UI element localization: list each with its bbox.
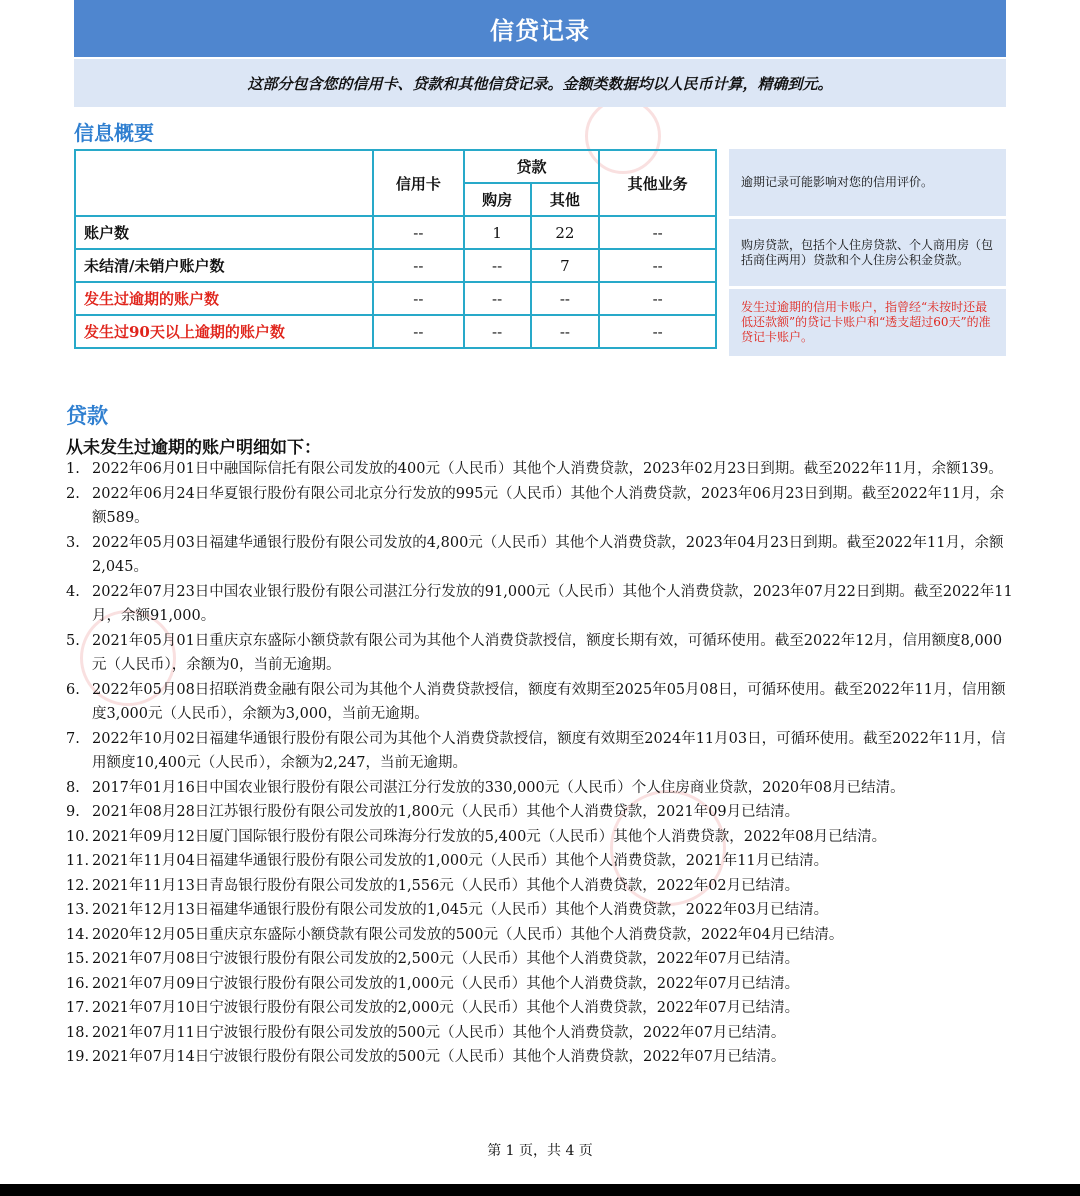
item-text: 2021年08月28日江苏银行股份有限公司发放的1,800元（人民币）其他个人消费贷款，2021年09月已结清。 [92,804,800,820]
cell-credit-card: -- [373,216,464,249]
notice-text: 这部分包含您的信用卡、贷款和其他信贷记录。金额类数据均以人民币计算，精确到元。 [74,59,1006,107]
loan-records-list [66,457,1016,1070]
list-item [66,629,1016,678]
summary-section-title: 信息概要 [74,121,154,145]
list-item [66,947,1016,972]
item-number: 10. [66,828,90,845]
cell-house: -- [464,249,531,282]
list-item [66,849,1016,874]
list-item [66,727,1016,776]
item-number: 13. [66,902,90,918]
item-text: 2021年11月13日青岛银行股份有限公司发放的1,556元（人民币）其他个人消费贷款，2022年02月已结清。 [92,877,800,894]
col-header-credit-card: 信用卡 [373,150,464,216]
item-number: 15. [66,951,90,967]
summary-table [74,149,717,349]
cell-house: -- [464,282,531,315]
item-text: 2021年07月10日宁波银行股份有限公司发放的2,000元（人民币）其他个人消费贷款，2022年07月已结清。 [92,1000,800,1016]
summary-notes [729,149,1006,359]
table-corner-cell [75,150,373,216]
table-row [75,216,716,249]
item-text: 2022年05月03日福建华通银行股份有限公司发放的4,800元（人民币）其他个人消费贷款，2023年04月23日到期。截至2022年11月，余额2,045。 [92,534,1004,575]
col-header-loan: 贷款 [464,150,600,183]
item-number: 12. [66,877,90,894]
page-number: 第 1 页，共 4 页 [487,1143,593,1159]
item-text: 2022年10月02日福建华通银行股份有限公司为其他个人消费贷款授信，额度有效期至2024年11月03日，可循环使用。截至2022年11月，信用额度10,400元（人民币），余额为2,247，当前无逾期。 [92,730,1006,771]
table-row [75,249,716,282]
list-item [66,1045,1016,1070]
note-overdue-card: 发生过逾期的信用卡账户，指曾经“未按时还最低还款额”的贷记卡账户和“透支超过60天”的准贷记卡账户。 [729,289,1006,356]
item-text: 2017年01月16日中国农业银行股份有限公司湛江分行发放的330,000元（人民币）个人住房商业贷款，2020年08月已结清。 [92,779,905,796]
row-label: 发生过逾期的账户数 [75,282,373,315]
col-header-other-business: 其他业务 [599,150,716,216]
list-item [66,1021,1016,1046]
item-text: 2022年06月01日中融国际信托有限公司发放的400元（人民币）其他个人消费贷款，2023年02月23日到期。截至2022年11月，余额139。 [92,461,1003,477]
item-text: 2021年12月13日福建华通银行股份有限公司发放的1,045元（人民币）其他个人消费贷款，2022年03月已结清。 [92,902,829,918]
list-item [66,580,1016,629]
item-text: 2020年12月05日重庆京东盛际小额贷款有限公司发放的500元（人民币）其他个人消费贷款，2022年04月已结清。 [92,926,844,943]
item-text: 2021年05月01日重庆京东盛际小额贷款有限公司为其他个人消费贷款授信，额度长期有效，可循环使用。截至2022年12月，信用额度8,000元（人民币），余额为0，当前无逾期。 [92,632,1003,673]
cell-house: -- [464,315,531,348]
row-label: 账户数 [75,216,373,249]
list-item [66,972,1016,997]
loans-subtitle: 从未发生过逾期的账户明细如下： [66,438,321,458]
list-item [66,825,1016,850]
page-title: 信贷记录 [74,0,1006,57]
table-row [75,282,716,315]
item-number: 9. [66,804,80,820]
item-number: 17. [66,1000,90,1016]
cell-credit-card: -- [373,249,464,282]
item-text: 2021年07月08日宁波银行股份有限公司发放的2,500元（人民币）其他个人消费贷款，2022年07月已结清。 [92,951,800,967]
note-overdue: 逾期记录可能影响对您的信用评价。 [729,149,1006,216]
cell-other: -- [531,315,600,348]
item-number: 18. [66,1024,90,1041]
list-item [66,482,1016,531]
row-label: 发生过90天以上逾期的账户数 [75,315,373,348]
list-item [66,457,1016,482]
cell-credit-card: -- [373,282,464,315]
item-number: 19. [66,1049,90,1065]
table-row [75,315,716,348]
cell-other: 22 [531,216,600,249]
item-number: 14. [66,926,90,943]
item-text: 2021年09月12日厦门国际银行股份有限公司珠海分行发放的5,400元（人民币）其他个人消费贷款，2022年08月已结清。 [92,828,887,845]
loans-section-title: 贷款 [66,404,108,428]
list-item [66,800,1016,825]
list-item [66,898,1016,923]
list-item [66,531,1016,580]
item-number: 7. [66,730,80,747]
item-number: 11. [66,853,90,869]
cell-other: 7 [531,249,600,282]
item-number: 2. [66,485,80,502]
cell-other-business: -- [599,249,716,282]
note-house-loan: 购房贷款，包括个人住房贷款、个人商用房（包括商住两用）贷款和个人住房公积金贷款。 [729,219,1006,286]
list-item [66,874,1016,899]
row-label: 未结清/未销户账户数 [75,249,373,282]
item-number: 16. [66,975,90,992]
cell-other-business: -- [599,216,716,249]
list-item [66,923,1016,948]
item-text: 2022年05月08日招联消费金融有限公司为其他个人消费贷款授信，额度有效期至2025年05月08日，可循环使用。截至2022年11月，信用额度3,000元（人民币），余额为3,000，当前无逾期。 [92,681,1006,722]
bottom-bar [0,1184,1080,1196]
item-text: 2021年11月04日福建华通银行股份有限公司发放的1,000元（人民币）其他个人消费贷款，2021年11月已结清。 [92,853,829,869]
item-number: 1. [66,461,80,477]
cell-house: 1 [464,216,531,249]
col-header-other: 其他 [531,183,600,216]
item-text: 2021年07月14日宁波银行股份有限公司发放的500元（人民币）其他个人消费贷款，2022年07月已结清。 [92,1049,786,1065]
list-item [66,678,1016,727]
list-item [66,996,1016,1021]
col-header-house: 购房 [464,183,531,216]
cell-other-business: -- [599,315,716,348]
cell-credit-card: -- [373,315,464,348]
item-number: 4. [66,583,80,600]
cell-other: -- [531,282,600,315]
cell-other-business: -- [599,282,716,315]
item-text: 2021年07月09日宁波银行股份有限公司发放的1,000元（人民币）其他个人消费贷款，2022年07月已结清。 [92,975,800,992]
item-number: 8. [66,779,80,796]
item-number: 6. [66,681,80,698]
item-number: 3. [66,534,80,551]
item-text: 2022年06月24日华夏银行股份有限公司北京分行发放的995元（人民币）其他个人消费贷款，2023年06月23日到期。截至2022年11月，余额589。 [92,485,1005,526]
item-text: 2021年07月11日宁波银行股份有限公司发放的500元（人民币）其他个人消费贷款，2022年07月已结清。 [92,1024,786,1041]
item-text: 2022年07月23日中国农业银行股份有限公司湛江分行发放的91,000元（人民币）其他个人消费贷款，2023年07月22日到期。截至2022年11月，余额91,000。 [92,583,1013,624]
list-item [66,776,1016,801]
item-number: 5. [66,632,80,649]
